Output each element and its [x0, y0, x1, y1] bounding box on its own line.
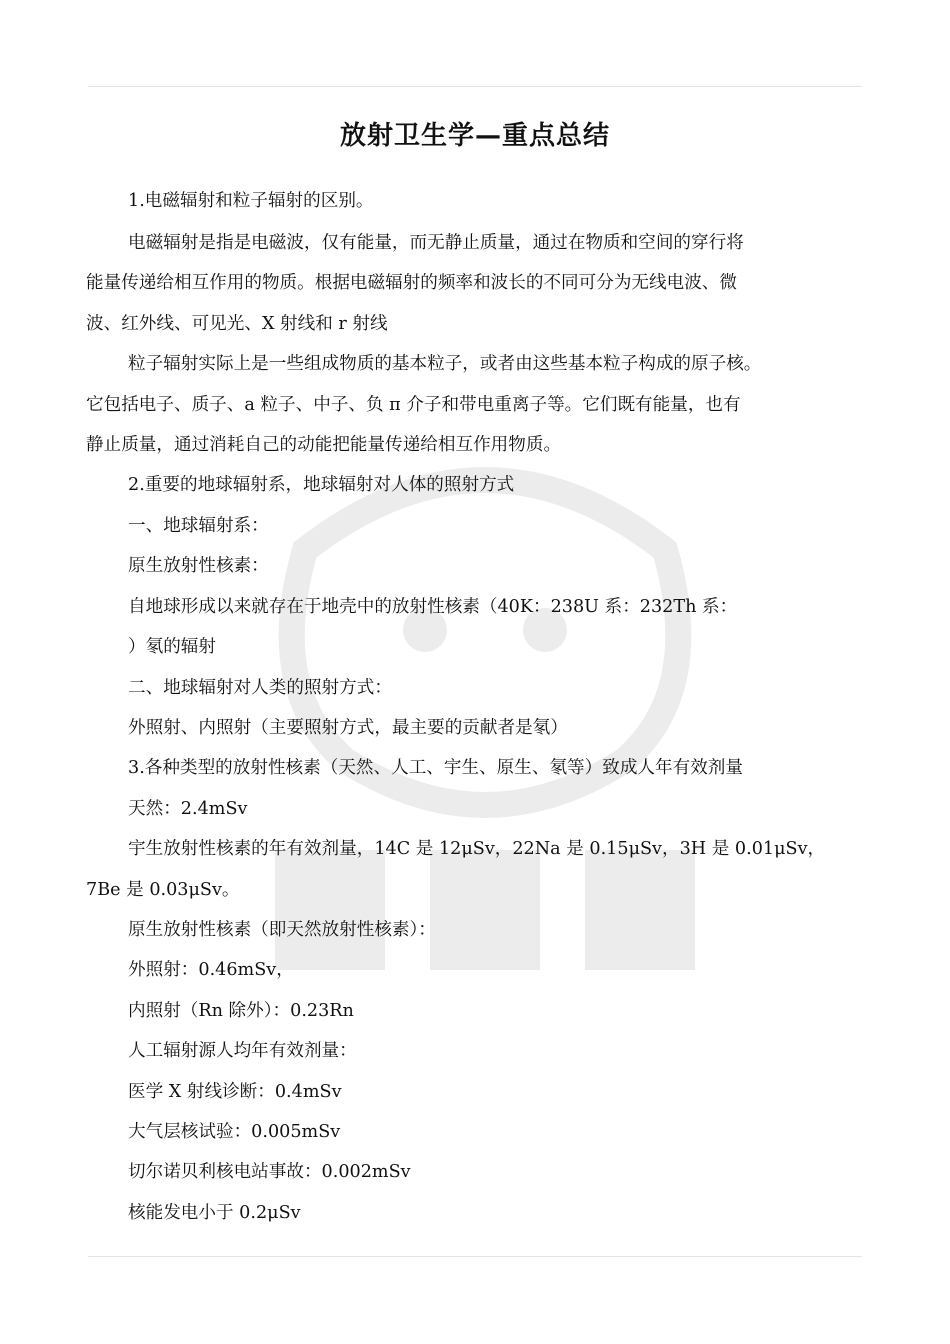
paragraph-line: 外照射：0.46mSv， [128, 960, 294, 980]
paragraph-line: 7Be 是 0.03μSv。 [86, 880, 240, 900]
paragraph-line: 医学 X 射线诊断：0.4mSv [128, 1082, 342, 1102]
paragraph-line: 人工辐射源人均年有效剂量： [128, 1041, 357, 1061]
paragraph-line: 宇生放射性核素的年有效剂量，14C 是 12μSv，22Na 是 0.15μSv，3H 是 0.01μSv， [128, 839, 826, 859]
paragraph-line: 外照射、内照射（主要照射方式，最主要的贡献者是氡） [128, 718, 568, 738]
paragraph-line: 自地球形成以来就存在于地壳中的放射性核素（40K：238U 系：232Th 系： [128, 597, 738, 617]
footer-rule [88, 1256, 862, 1257]
paragraph-line: 天然：2.4mSv [128, 799, 248, 819]
section-heading: 1.电磁辐射和粒子辐射的区别。 [128, 191, 374, 211]
paragraph-line: 大气层核试验：0.005mSv [128, 1122, 341, 1142]
watermark-logo [235, 430, 735, 990]
paragraph-line: 核能发电小于 0.2μSv [128, 1203, 301, 1223]
section-heading: 2.重要的地球辐射系，地球辐射对人体的照射方式 [128, 475, 515, 495]
paragraph-line: 粒子辐射实际上是一些组成物质的基本粒子，或者由这些基本粒子构成的原子核。 [128, 354, 762, 374]
paragraph-line: 静止质量，通过消耗自己的动能把能量传递给相互作用物质。 [86, 435, 562, 455]
paragraph-line: 原生放射性核素（即天然放射性核素）： [128, 920, 436, 940]
paragraph-line: ）氡的辐射 [128, 637, 216, 657]
paragraph-line: 能量传递给相互作用的物质。根据电磁辐射的频率和波长的不同可分为无线电波、微 [86, 273, 737, 293]
paragraph-line: 它包括电子、质子、a 粒子、中子、负 π 介子和带电重离子等。它们既有能量，也有 [86, 395, 741, 415]
paragraph-line: 切尔诺贝利核电站事故：0.002mSv [128, 1162, 411, 1182]
paragraph-line: 一、地球辐射系： [128, 516, 269, 536]
paragraph-line: 电磁辐射是指是电磁波，仅有能量，而无静止质量，通过在物质和空间的穿行将 [128, 233, 744, 253]
header-rule [88, 86, 862, 87]
paragraph-line: 二、地球辐射对人类的照射方式： [128, 678, 392, 698]
section-heading: 3.各种类型的放射性核素（天然、人工、宇生、原生、氡等）致成人年有效剂量 [128, 758, 743, 778]
paragraph-line: 内照射（Rn 除外）：0.23Rn [128, 1001, 354, 1021]
paragraph-line: 原生放射性核素： [128, 556, 269, 576]
page-title: 放射卫生学—重点总结 [339, 121, 610, 151]
paragraph-line: 波、红外线、可见光、X 射线和 r 射线 [86, 314, 388, 334]
